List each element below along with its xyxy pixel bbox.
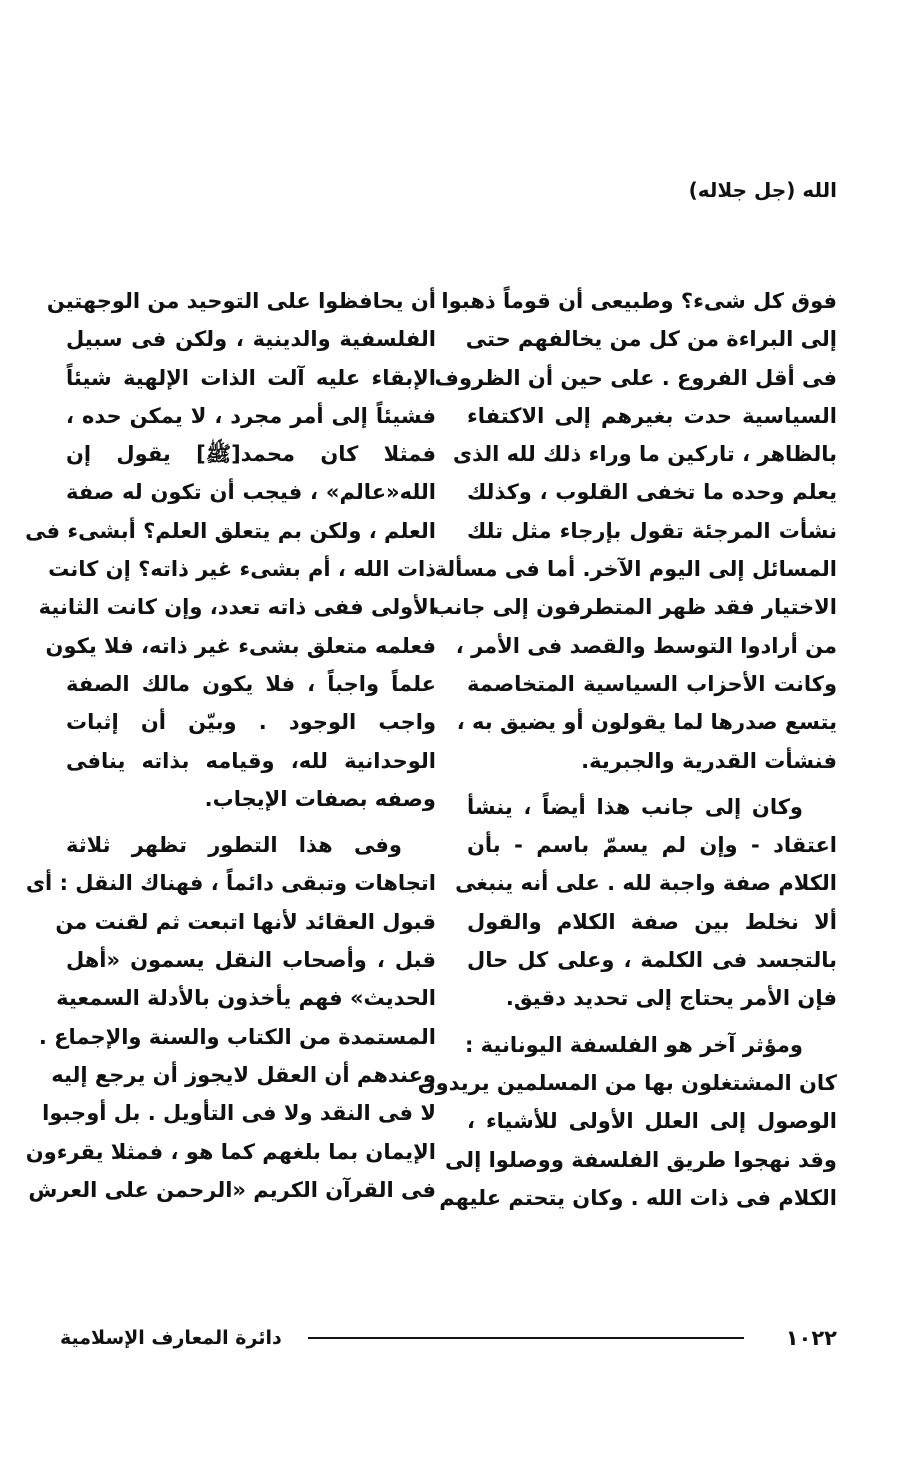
- text-line: الإبقاء عليه آلت الذات الإلهية شيئاً: [66, 365, 436, 390]
- text-line: الله«عالم» ، فيجب أن تكون له صفة: [66, 480, 436, 505]
- paragraph: [455, 788, 837, 1018]
- text-line: وكان إلى جانب هذا أيضاً ، ينشأ: [467, 794, 803, 819]
- text-line: من أرادوا التوسط والقصد فى الأمر ،: [455, 633, 837, 658]
- text-line: الاختيار فقد ظهر المتطرفون إلى جانب: [432, 595, 837, 620]
- text-line: الأولى ففى ذاته تعدد، وإن كانت الثانية: [38, 595, 436, 620]
- text-line: المستمدة من الكتاب والسنة والإجماع .: [38, 1024, 436, 1049]
- text-line: كان المشتغلون بها من المسلمين يريدون: [417, 1070, 837, 1095]
- text-line: الكلام فى ذات الله . وكان يتحتم عليهم: [439, 1185, 837, 1210]
- paragraph: [432, 282, 837, 780]
- text-line: بالظاهر ، تاركين ما وراء ذلك لله الذى: [452, 442, 837, 467]
- text-line: الفلسفية والدينية ، ولكن فى سبيل: [66, 327, 436, 352]
- text-line: فى أقل الفروع . على حين أن الظروف: [434, 365, 837, 390]
- running-header: الله (جل جلاله): [688, 178, 837, 202]
- page-footer: [60, 1318, 837, 1358]
- text-line: يعلم وحده ما تخفى القلوب ، وكذلك: [467, 480, 837, 505]
- text-line: وفى هذا التطور تظهر ثلاثة: [66, 833, 402, 858]
- text-line: وصفه بصفات الإيجاب.: [204, 786, 436, 811]
- text-line: فعلمه متعلق بشىء غير ذاته، فلا يكون: [45, 633, 436, 658]
- text-line: ألا نخلط بين صفة الكلام والقول: [467, 909, 837, 934]
- text-line: فشيئاً إلى أمر مجرد ، لا يمكن حده ،: [66, 403, 436, 428]
- text-line: قبل ، وأصحاب النقل يسمون «أهل: [66, 948, 436, 973]
- text-line: واجب الوجود . وبيّن أن إثبات: [66, 710, 436, 735]
- text-line: أن يحافظوا على التوحيد من الوجهتين: [46, 289, 436, 313]
- text-line: الإيمان بما بلغهم كما هو ، فمثلا يقرءون: [25, 1139, 436, 1164]
- text-line: قبول العقائد لأنها اتبعت ثم لقنت من: [55, 909, 436, 934]
- text-line: لا فى النقد ولا فى التأويل . بل أوجبوا: [42, 1101, 436, 1126]
- paragraph: [25, 282, 436, 818]
- paragraph: [25, 826, 436, 1209]
- text-line: ذات الله ، أم بشىء غير ذاته؟ إن كانت: [48, 557, 436, 582]
- text-line: إلى البراءة من كل من يخالفهم حتى: [465, 327, 837, 352]
- text-line: ومؤثر آخر هو الفلسفة اليونانية :: [464, 1032, 803, 1057]
- text-line: وقد نهجوا طريق الفلسفة ووصلوا إلى: [444, 1147, 837, 1172]
- text-line: العلم ، ولكن بم يتعلق العلم؟ أبشىء فى: [25, 518, 436, 543]
- right-column: [417, 282, 837, 1217]
- paragraph: [417, 1026, 837, 1217]
- text-line: الوصول إلى العلل الأولى للأشياء ،: [467, 1109, 837, 1134]
- text-line: اتجاهات وتبقى دائماً ، فهناك النقل : أى: [25, 871, 436, 896]
- text-line: فمثلا كان محمد[ﷺ] يقول إن: [66, 442, 436, 467]
- text-line: فإن الأمر يحتاج إلى تحديد دقيق.: [505, 986, 837, 1011]
- text-line: فوق كل شىء؟ وطبيعى أن قوماً ذهبوا: [441, 289, 837, 313]
- text-line: المسائل إلى اليوم الآخر. أما فى مسألة: [434, 557, 837, 582]
- text-line: فنشأت القدرية والجبرية.: [581, 748, 837, 773]
- text-line: الكلام صفة واجبة لله . على أنه ينبغى: [455, 871, 837, 896]
- text-line: وكانت الأحزاب السياسية المتخاصمة: [467, 671, 837, 696]
- text-line: فى القرآن الكريم «الرحمن على العرش: [28, 1177, 436, 1202]
- text-line: السياسية حدت بغيرهم إلى الاكتفاء: [467, 403, 837, 428]
- text-line: الحديث» فهم يأخذون بالأدلة السمعية: [56, 986, 436, 1011]
- text-line: نشأت المرجئة تقول بإرجاء مثل تلك: [467, 518, 837, 543]
- book-title: دائرة المعارف الإسلامية: [60, 1327, 282, 1349]
- text-line: الوحدانية لله، وقيامه بذاته ينافى: [66, 748, 436, 773]
- text-line: يتسع صدرها لما يقولون أو يضيق به ،: [456, 710, 837, 735]
- page-number: ١٠٢٢: [785, 1326, 837, 1350]
- text-line: علماً واجباً ، فلا يكون مالك الصفة: [66, 671, 436, 696]
- text-line: وعندهم أن العقل لايجوز أن يرجع إليه: [51, 1062, 436, 1087]
- text-line: اعتقاد - وإن لم يسمّ باسم - بأن: [467, 833, 837, 858]
- footer-rule: [308, 1337, 744, 1339]
- left-column: [25, 282, 436, 1209]
- text-line: بالتجسد فى الكلمة ، وعلى كل حال: [467, 948, 837, 973]
